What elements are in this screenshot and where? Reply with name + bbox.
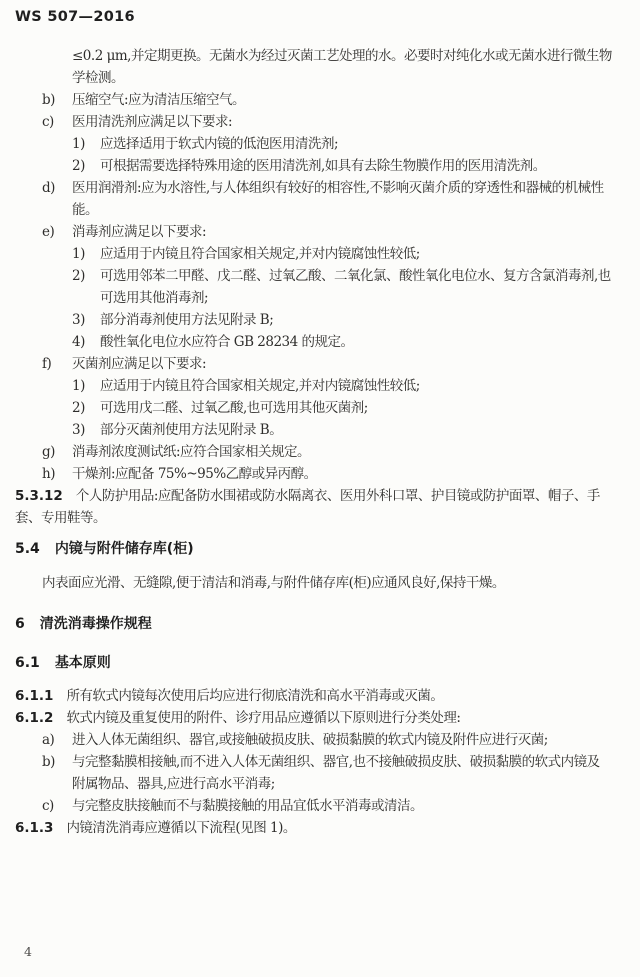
list-item-marker: 4) — [72, 334, 85, 350]
list-item-marker: b) — [42, 92, 55, 108]
list-item-h — [42, 463, 612, 485]
list-item-marker: f) — [42, 356, 52, 372]
clause-text: 个人防护用品:应配备防水围裙或防水隔离衣、医用外科口罩、护目镜或防护面罩、帽子、手套、专用鞋等。 — [15, 488, 600, 526]
list-item-text: 应选择适用于软式内镜的低泡医用清洗剂; — [100, 136, 339, 152]
section-heading-6-1 — [15, 652, 612, 674]
section-heading-5-4 — [15, 538, 612, 560]
list-item-marker: 1) — [72, 378, 85, 394]
clause-6-1-3 — [15, 817, 612, 839]
standard-number-header: WS 507—2016 — [15, 9, 135, 25]
list-item-text: 酸性氧化电位水应符合 GB 28234 的规定。 — [100, 334, 354, 350]
clause-number: 6.1.3 — [15, 820, 54, 836]
list-item-text: 消毒剂应满足以下要求: — [72, 224, 207, 240]
clause-number: 6.1.2 — [15, 710, 54, 726]
list-item-6-1-2-c — [42, 795, 612, 817]
list-item-g — [42, 441, 612, 463]
list-item-text: 消毒剂浓度测试纸:应符合国家相关规定。 — [72, 444, 311, 460]
list-subitem-c2 — [72, 155, 612, 177]
list-item-marker: 2) — [72, 400, 85, 416]
clause-6-1-2 — [15, 707, 612, 729]
list-item-d — [42, 177, 612, 221]
clause-6-1-1 — [15, 685, 612, 707]
list-subitem-e4 — [72, 331, 612, 353]
list-item-text: 部分灭菌剂使用方法见附录 B。 — [100, 422, 283, 438]
list-item-marker: c) — [42, 114, 54, 130]
list-subitem-e1 — [72, 243, 612, 265]
list-item-marker: 3) — [72, 422, 85, 438]
intro-continuation-paragraph: ≤0.2 μm,并定期更换。无菌水为经过灭菌工艺处理的水。必要时对纯化水或无菌水进行微生物学检测。 — [72, 48, 612, 86]
clause-text: 内镜清洗消毒应遵循以下流程(见图 1)。 — [66, 820, 296, 836]
list-item-6-1-2-b — [42, 751, 612, 795]
list-item-marker: c) — [42, 798, 54, 814]
list-item-text: 可选用邻苯二甲醛、戊二醛、过氧乙酸、二氧化氯、酸性氧化电位水、复方含氯消毒剂,也可选用其他消毒剂; — [100, 268, 611, 306]
list-item-text: 可根据需要选择特殊用途的医用清洗剂,如具有去除生物膜作用的医用清洗剂。 — [100, 158, 546, 174]
heading-title: 基本原则 — [54, 655, 111, 671]
clause-number: 5.3.12 — [15, 488, 63, 504]
list-item-marker: 2) — [72, 158, 85, 174]
list-item-text: 医用清洗剂应满足以下要求: — [72, 114, 233, 130]
list-subitem-e2 — [72, 265, 612, 309]
list-item-text: 压缩空气:应为清洁压缩空气。 — [72, 92, 246, 108]
list-subitem-f3 — [72, 419, 612, 441]
list-item-marker: 2) — [72, 268, 85, 284]
list-item-marker: 1) — [72, 246, 85, 262]
list-item-marker: 1) — [72, 136, 85, 152]
list-item-text: 部分消毒剂使用方法见附录 B; — [100, 312, 274, 328]
list-subitem-e3 — [72, 309, 612, 331]
list-item-marker: b) — [42, 754, 55, 770]
list-item-marker: h) — [42, 466, 55, 482]
clause-text: 软式内镜及重复使用的附件、诊疗用品应遵循以下原则进行分类处理: — [66, 710, 461, 726]
chapter-heading-6 — [15, 613, 612, 635]
list-item-text: 应适用于内镜且符合国家相关规定,并对内镜腐蚀性较低; — [100, 246, 420, 262]
list-item-c — [42, 111, 612, 133]
clause-text: 所有软式内镜每次使用后均应进行彻底清洗和高水平消毒或灭菌。 — [66, 688, 444, 704]
list-item-marker: a) — [42, 732, 55, 748]
list-subitem-f1 — [72, 375, 612, 397]
list-item-text: 医用润滑剂:应为水溶性,与人体组织有较好的相容性,不影响灭菌介质的穿透性和器械的机械性能。 — [72, 180, 604, 218]
list-subitem-c1 — [72, 133, 612, 155]
list-item-marker: g) — [42, 444, 55, 460]
paragraph-5-4: 内表面应光滑、无缝隙,便于清洁和消毒,与附件储存库(柜)应通风良好,保持干燥。 — [42, 575, 505, 591]
list-item-e — [42, 221, 612, 243]
heading-number: 6 — [15, 616, 25, 632]
heading-title: 清洗消毒操作规程 — [39, 616, 152, 632]
list-item-text: 灭菌剂应满足以下要求: — [72, 356, 207, 372]
list-item-text: 与完整皮肤接触而不与黏膜接触的用品宜低水平消毒或清洁。 — [72, 798, 423, 814]
page-number: 4 — [24, 944, 32, 959]
list-item-marker: e) — [42, 224, 55, 240]
list-item-text: 与完整黏膜相接触,而不进入人体无菌组织、器官,也不接触破损皮肤、破损黏膜的软式内镜及附属物品、器具,应进行高水平消毒; — [72, 754, 600, 792]
heading-number: 6.1 — [15, 655, 40, 671]
list-item-6-1-2-a — [42, 729, 612, 751]
list-item-marker: 3) — [72, 312, 85, 328]
list-item-text: 可选用戊二醛、过氧乙酸,也可选用其他灭菌剂; — [100, 400, 368, 416]
list-item-marker: d) — [42, 180, 55, 196]
list-item-b — [42, 89, 612, 111]
list-item-text: 干燥剂:应配备 75%~95%乙醇或异丙醇。 — [72, 466, 317, 482]
list-item-f — [42, 353, 612, 375]
clause-number: 6.1.1 — [15, 688, 54, 704]
list-item-text: 进入人体无菌组织、器官,或接触破损皮肤、破损黏膜的软式内镜及附件应进行灭菌; — [72, 732, 548, 748]
heading-title: 内镜与附件储存库(柜) — [54, 541, 194, 557]
clause-5-3-12 — [15, 485, 612, 529]
list-subitem-f2 — [72, 397, 612, 419]
heading-number: 5.4 — [15, 541, 40, 557]
list-item-text: 应适用于内镜且符合国家相关规定,并对内镜腐蚀性较低; — [100, 378, 420, 394]
